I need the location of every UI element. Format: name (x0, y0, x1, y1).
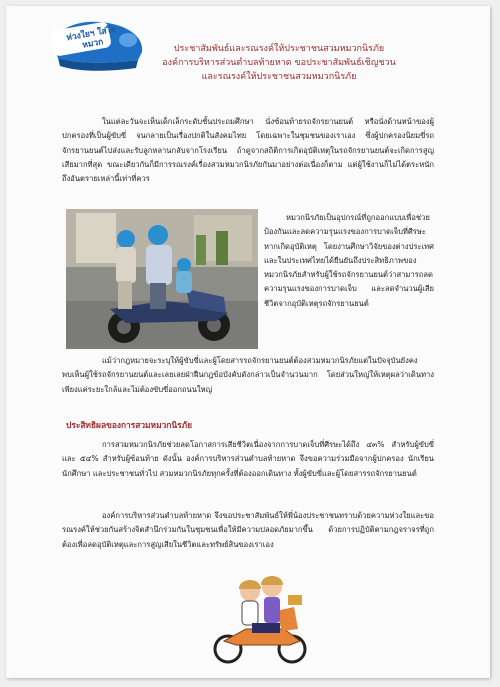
family-on-motorcycle-image (66, 209, 258, 349)
title-line-2: องค์การบริหารส่วนตำบลท้ายหาด ขอประชาสัมพันธ์เชิญชวน (162, 58, 396, 68)
document-page (6, 6, 490, 678)
helmet-description-paragraph: หมวกนิรภัยเป็นอุปกรณ์ที่ถูกออกแบบเพื่อช่วยป้องกันและลดความรุนแรงของการบาดเจ็บที่ศีรษะหากเกิดอุบัติเหตุ โดยงานศึกษาวิจัยของต่างประเทศและในประเทศไทยได้ยืนยันถึงประสิทธิภาพของหมวกนิรภัยสำหรับผู้ใช้รถจักรยานยนต์ว่าสามารถลดความรุนแรงของการบาดเจ็บ และลดจำนวนผู้เสียชีวิตจากอุบัติเหตุรถจักรยานยนต์ (264, 213, 434, 308)
motorcycle-photo (66, 209, 258, 349)
law-paragraph: แม้ว่ากฎหมายจะระบุให้ผู้ขับขี่และผู้โดยสารรถจักรยานยนต์ต้องสวมหมวกนิรภัยแต่ในปัจจุบันยังคงพบเห็นผู้ใช้รถจักรยานยนต์และเลยเลยฝ่าฝืนกฎข้อบังคับดังกล่าวเป็นจำนวนมาก โดยส่วนใหญ่ให้เหตุผลว่าเดินทางเพียงแค่ระยะใกล้และไม่ต้องขับขี่ออกถนนใหญ่ (62, 356, 434, 394)
title-line-3: และรณรงค์ให้ประชาชนสวมหมวกนิรภัย (201, 72, 357, 82)
page-title (124, 42, 434, 84)
effectiveness-paragraph: การสวมหมวกนิรภัยช่วยลดโอกาสการเสียชีวิตเนื่องจากการบาดเจ็บที่ศีรษะได้ถึง ๔๓% สำหรับผู้ขับขี่ และ ๕๔% สำหรับผู้ซ้อนท้าย ดังนั้น องค์การบริหารส่วนตำบลท้ายหาด จึงขอความร่วมมือจากผู้ปกครอง นักเรียน นักศึกษา และประชาชนทั่วไป สวมหมวกนิรภัยทุกครั้งที่ต้องออกเดินทาง ทั้งผู้ขับขี่และผู้โดยสารรถจักรยานยนต์ (62, 440, 434, 478)
section-heading: ประสิทธิผลของการสวมหมวกนิรภัย (66, 420, 193, 430)
cartoon-illustration (206, 571, 316, 666)
intro-paragraph: ในแต่ละวันจะเห็นเด็กเล็กระดับชั้นประถมศึกษา นั่งซ้อนท้ายรถจักรยานยนต์ หรือนั่งด้านหน้าของผู้ปกครองที่เป็นผู้ขับขี่ จนกลายเป็นเรื่องปกติในสังคมไทย โดยเฉพาะในชุมชนของเราเอง ซึ่งผู้ปกครองนิยมขี่รถจักรยานยนต์ไปส่งและรับลูกหลานกลับจากโรงเรียน ถ้าดูจากสถิติการเกิดอุบัติเหตุในรถจักรยานยนต์จะเกิดการสูญเสียมากที่สุด ขณะเดียวกันก็มีการรณรงค์เรื่องสวมหมวกนิรภัยกันมาอย่างต่อเนื่องก็ตาม แต่ผู้ใช้งานก็ไม่ได้ตระหนักถึงอันตรายเหล่านี้เท่าที่ควร (62, 117, 434, 184)
logo-text: ห่วงใยฯ ใส่ใจหมวก (65, 24, 117, 51)
title-line-1: ประชาสัมพันธ์และรณรงค์ให้ประชาชนสวมหมวกนิรภัย (173, 44, 385, 54)
cartoon-riders-icon (206, 571, 316, 666)
closing-paragraph: องค์การบริหารส่วนตำบลท้ายหาด จึงขอประชาสัมพันธ์ให้พี่น้องประชาชนทราบด้วยความห่วงใยและขอรณรงค์ให้ช่วยกันสร้างจิตสำนึกร่วมกันในชุมชนเพื่อให้มีความปลอดภัยมากขึ้น ด้วยการปฏิบัติตามกฎจราจรที่ถูกต้องเพื่อลดอุบัติเหตุและการสูญเสียในชีวิตและทรัพย์สินของเราเอง (62, 511, 434, 549)
